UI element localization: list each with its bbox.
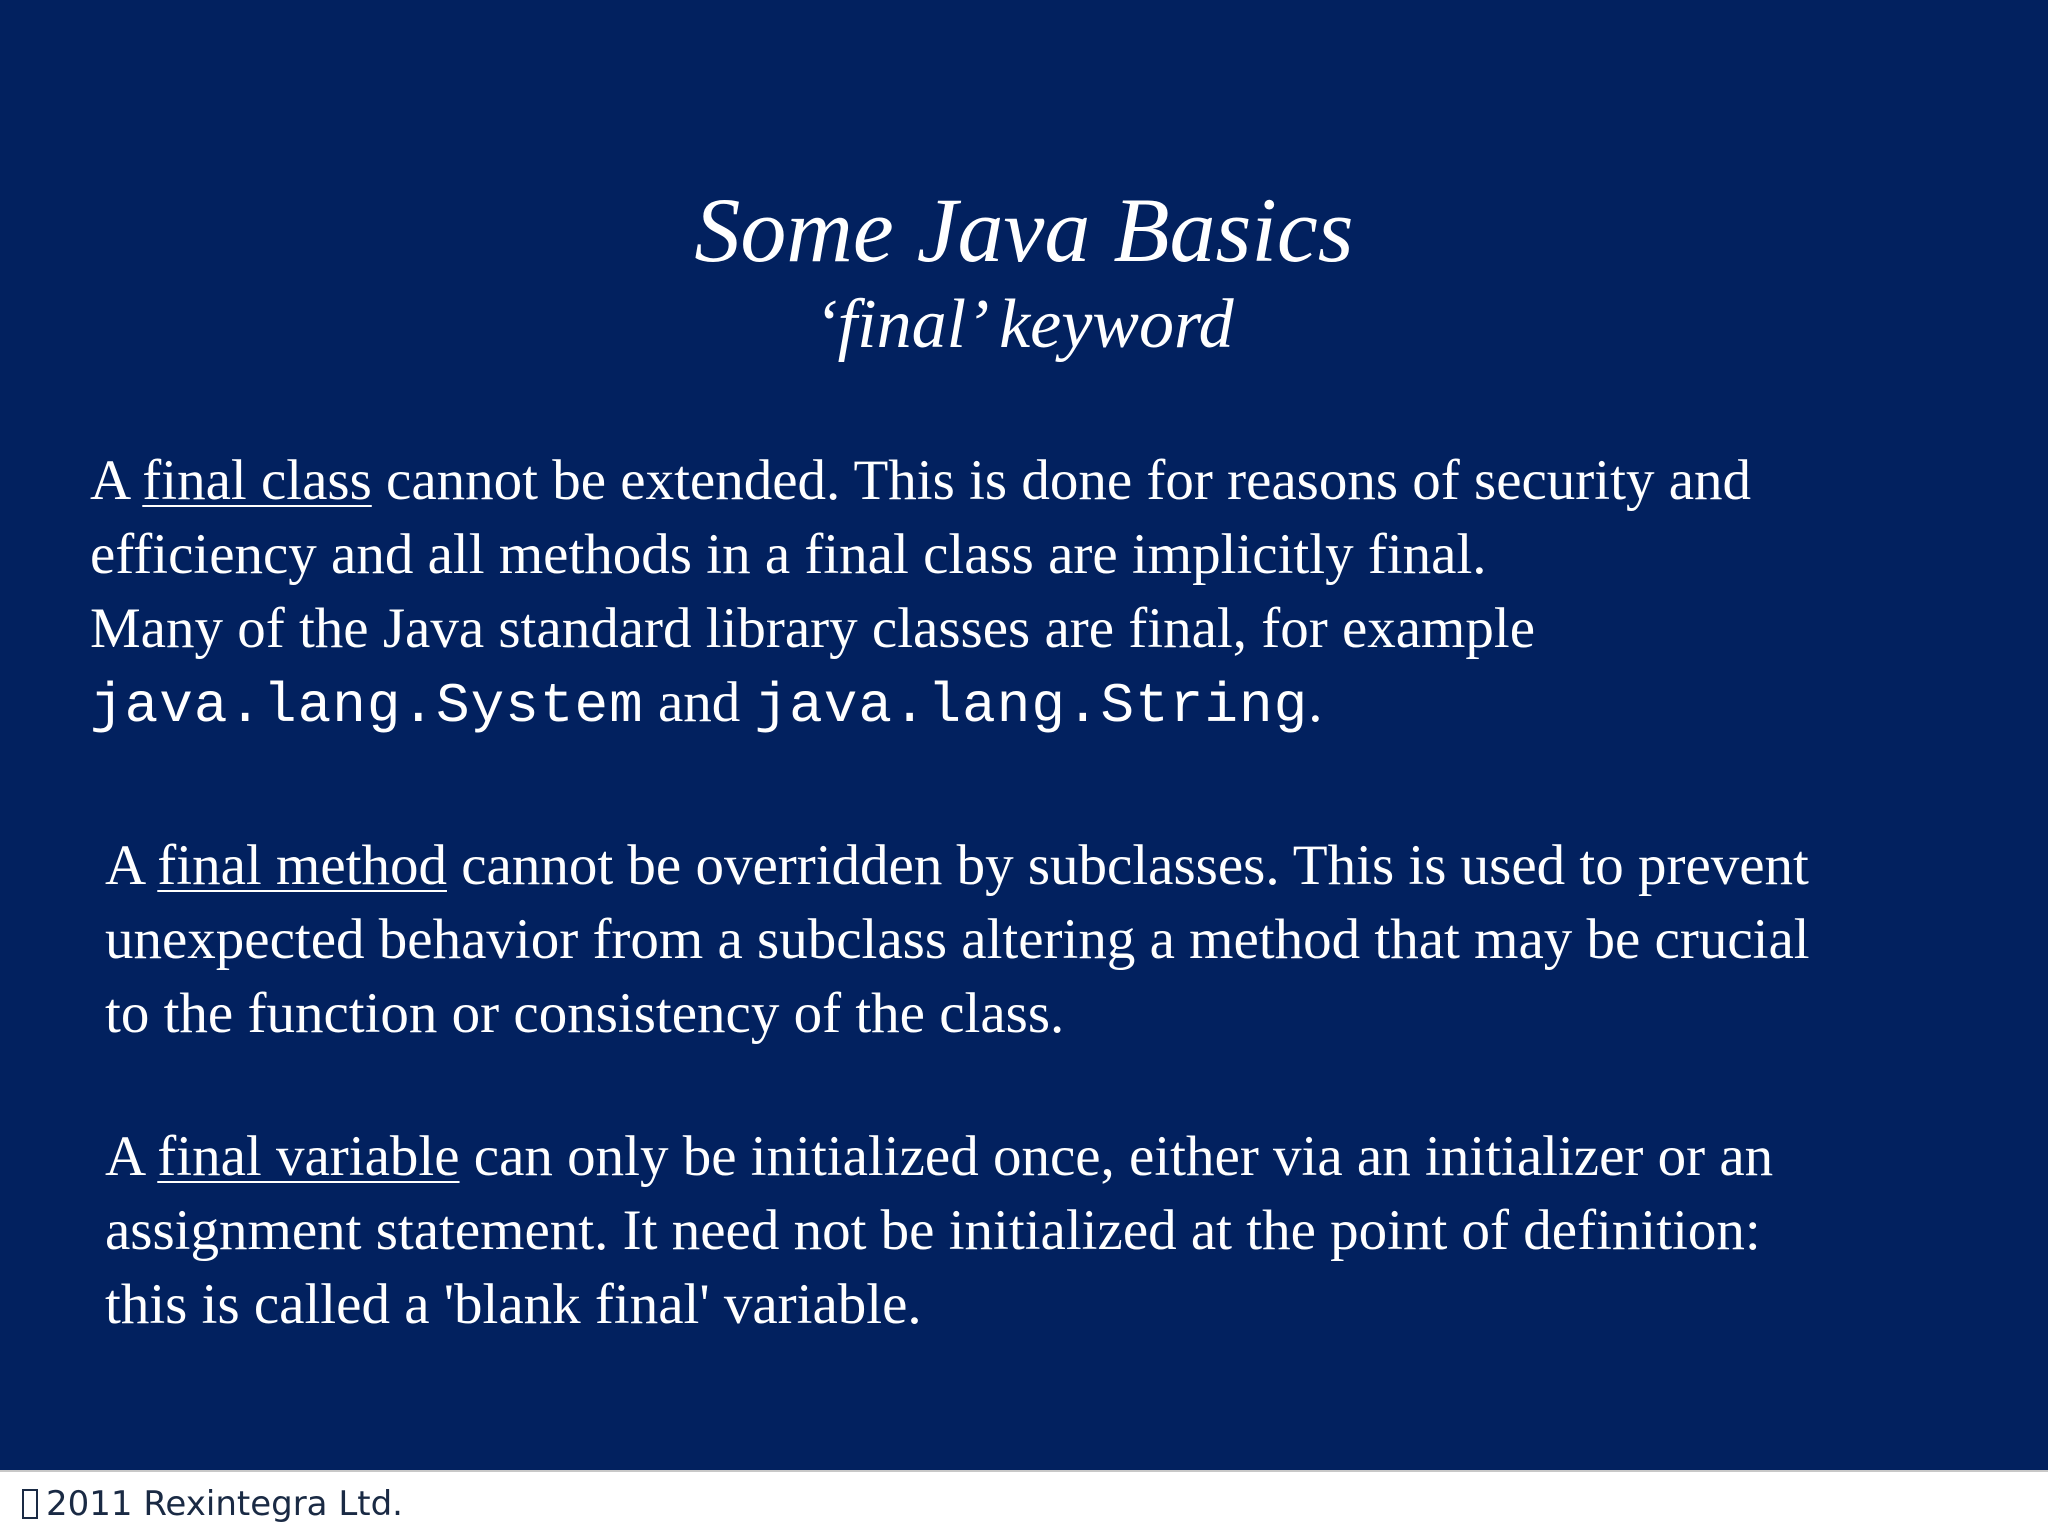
code-java-lang-string: java.lang.String [754, 674, 1309, 738]
text-run: A [90, 449, 143, 512]
paragraph-line: assignment statement. It need not be initialized at the point of definition: [105, 1199, 1761, 1262]
paragraph-line: efficiency and all methods in a final class are implicitly final. [90, 523, 1487, 586]
slide-subtitle: ‘final’ keyword [814, 286, 1234, 363]
paragraph-line [105, 1120, 1773, 1194]
paragraph-line: to the function or consistency of the class. [105, 982, 1065, 1045]
paragraph-line [105, 829, 1810, 903]
text-run: cannot be extended. This is done for reasons of security and [371, 449, 1752, 512]
paragraph-final-class [90, 444, 1751, 743]
term-final-variable: final variable [157, 1125, 460, 1188]
term-final-method: final method [157, 834, 447, 897]
text-run: cannot be overridden by subclasses. This is used to prevent [446, 834, 1809, 897]
text-run: can only be initialized once, either via an initializer or an [459, 1125, 1774, 1188]
text-run: A [105, 1125, 158, 1188]
code-java-lang-system: java.lang.System [90, 674, 644, 738]
paragraph-final-method [105, 829, 1810, 1051]
copyright-placeholder-icon [22, 1489, 38, 1519]
copyright-notice [22, 1482, 403, 1526]
paragraph-line: this is called a 'blank final' variable. [105, 1273, 922, 1336]
text-run: and [643, 671, 755, 734]
text-run: A [105, 834, 158, 897]
paragraph-final-variable [105, 1120, 1773, 1342]
paragraph-line [90, 666, 1751, 743]
paragraph-line: Many of the Java standard library classes are final, for example [90, 597, 1536, 660]
paragraph-line: unexpected behavior from a subclass altering a method that may be crucial [105, 908, 1810, 971]
term-final-class: final class [142, 449, 372, 512]
text-run: . [1308, 671, 1323, 734]
paragraph-line [90, 444, 1751, 518]
copyright-text: 2011 Rexintegra Ltd. [46, 1484, 403, 1524]
footer [0, 1470, 2048, 1536]
slide-title: Some Java Basics [694, 179, 1354, 281]
